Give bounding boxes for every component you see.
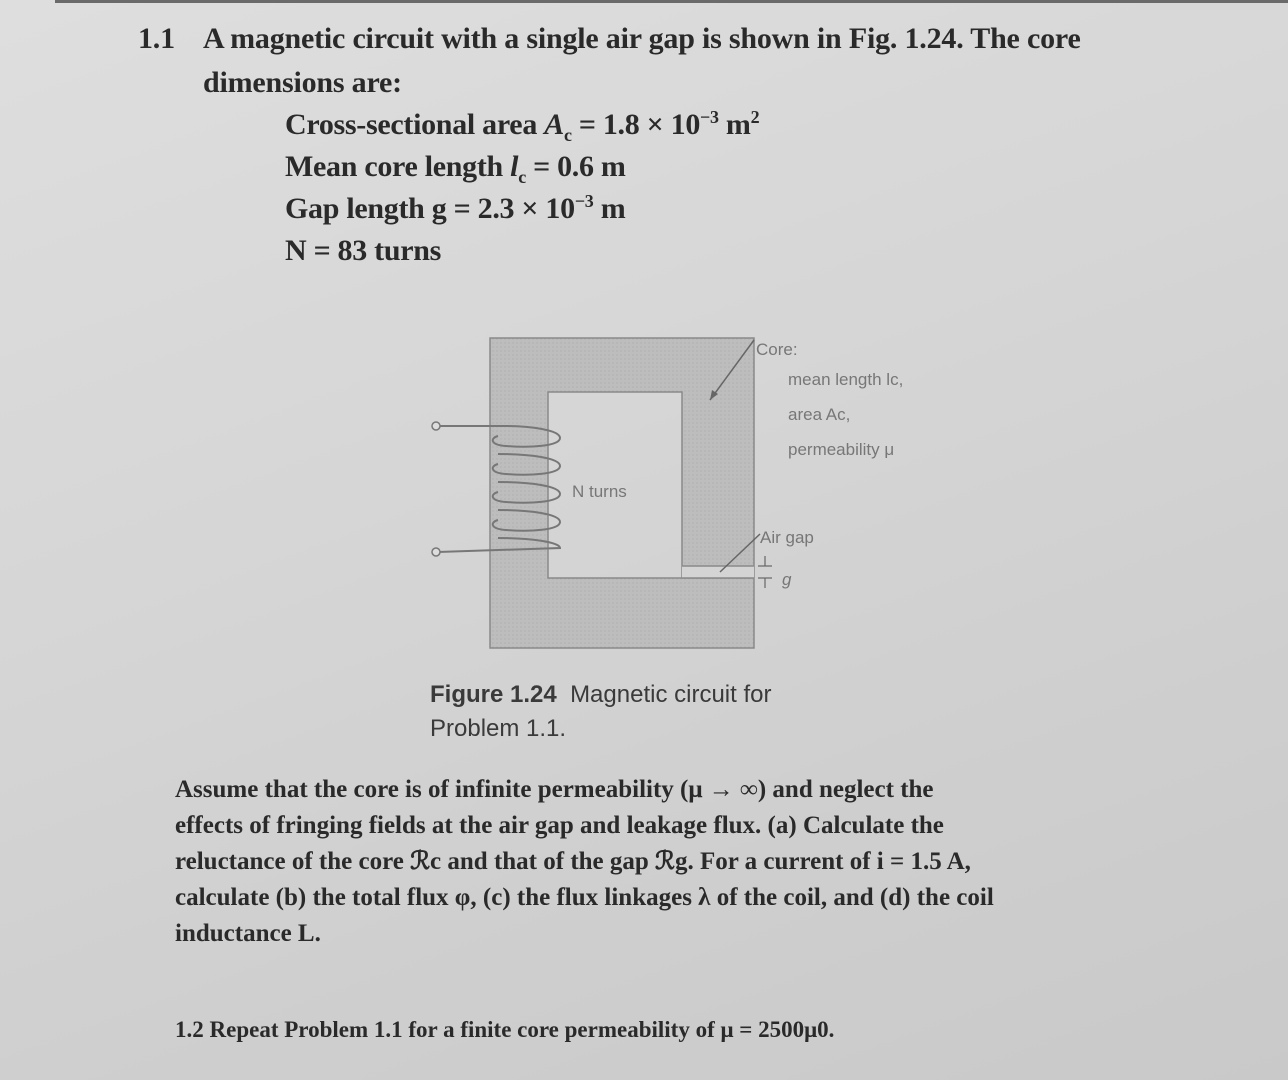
length-label: Mean core length xyxy=(285,150,503,183)
length-value: = 0.6 m xyxy=(525,150,626,183)
area-unit-exponent: 2 xyxy=(750,107,760,127)
core-area: area Ac, xyxy=(788,405,851,424)
gap-unit: m xyxy=(593,192,626,225)
caption-text: Magnetic circuit for xyxy=(570,681,772,708)
length-subscript: c xyxy=(518,167,526,187)
length-symbol: l xyxy=(510,150,519,183)
problem-1-1-number: 1.1 xyxy=(138,22,175,55)
problem-1-1-intro-line1: A magnetic circuit with a single air gap is shown in Fig. 1.24. The core xyxy=(203,22,1081,55)
n-turns-label: N turns xyxy=(572,482,627,501)
assume-line-4: calculate (b) the total flux φ, (c) the flux linkages λ of the coil, and (d) the coil xyxy=(175,884,994,911)
area-exponent: −3 xyxy=(700,107,719,127)
problem-1-1-intro-line2: dimensions are: xyxy=(203,66,402,99)
assume-line-3: reluctance of the core ℛc and that of the gap ℛg. For a current of i = 1.5 A, xyxy=(175,848,971,875)
dimension-gap xyxy=(285,192,625,226)
area-label: Cross-sectional area xyxy=(285,108,538,141)
dimension-area xyxy=(285,107,760,145)
area-value: = 1.8 × 10 xyxy=(571,108,701,141)
core-permeability: permeability μ xyxy=(788,440,895,459)
assume-line-5: inductance L. xyxy=(175,920,321,947)
terminal-bottom xyxy=(432,548,440,556)
problem-1-2: 1.2 Repeat Problem 1.1 for a finite core permeability of μ = 2500μ0. xyxy=(175,1017,835,1042)
caption-label: Figure 1.24 xyxy=(430,681,557,708)
dimension-turns: N = 83 turns xyxy=(285,234,442,267)
gap-symbol: g xyxy=(782,570,792,589)
caption-text-line2: Problem 1.1. xyxy=(430,715,567,742)
core-title: Core: xyxy=(756,340,798,359)
top-rule xyxy=(55,0,1288,3)
dimension-length xyxy=(285,150,626,187)
area-symbol: A xyxy=(544,108,564,141)
area-unit: m xyxy=(718,108,751,141)
figure-caption xyxy=(430,678,771,712)
terminal-top xyxy=(432,422,440,430)
assume-line-2: effects of fringing fields at the air gap and leakage flux. (a) Calculate the xyxy=(175,812,944,839)
gap-exponent: −3 xyxy=(574,191,594,211)
area-subscript: c xyxy=(563,125,572,145)
core-mean-length: mean length lc, xyxy=(788,370,904,389)
assume-line-1: Assume that the core is of infinite permeability (μ → ∞) and neglect the xyxy=(175,776,934,803)
air-gap-label: Air gap xyxy=(760,528,814,547)
air-gap xyxy=(682,566,754,578)
gap-label: Gap length g = 2.3 × 10 xyxy=(285,192,575,225)
